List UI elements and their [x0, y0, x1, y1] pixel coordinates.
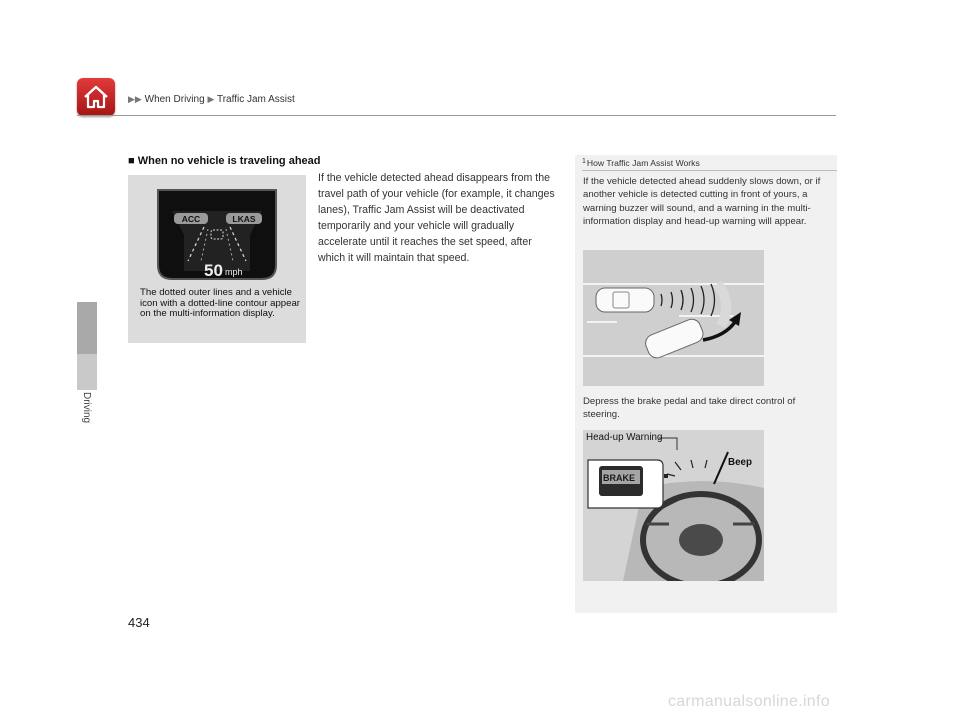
speed-unit: mph — [225, 267, 243, 277]
home-icon — [77, 78, 115, 116]
breadcrumb-item[interactable]: Traffic Jam Assist — [216, 94, 295, 105]
notes-divider — [582, 170, 837, 171]
cut-in-warning-figure — [583, 250, 764, 386]
body-paragraph: If the vehicle detected ahead disappears from the travel path of your vehicle (for example, it changes lanes), Traffic Jam Assist will be deactivated temporarily and your vehicle will gradually accelerate until it reaches the set speed, after which it will maintain that speed. — [318, 172, 555, 264]
lkas-label: LKAS — [232, 214, 256, 224]
header-divider — [77, 115, 836, 116]
page-number: 434 — [128, 615, 150, 630]
section-heading: ■ When no vehicle is traveling ahead — [128, 155, 321, 167]
chapter-tab-marker — [77, 354, 97, 390]
chevron-right-icon: ▶▶ — [128, 94, 142, 104]
speed-value: 50 — [204, 261, 223, 280]
breadcrumb — [128, 94, 295, 105]
chevron-right-icon: ▶ — [207, 94, 215, 104]
square-bullet-icon: ■ — [128, 155, 135, 167]
brake-warning-label: BRAKE — [603, 473, 636, 483]
home-button[interactable] — [77, 78, 115, 116]
chapter-tab-marker — [77, 302, 97, 354]
notes-paragraph: If the vehicle detected ahead suddenly slows down, or if another vehicle is detected cutting in front of yours, a warning buzzer will sound, and a warning in the multi-information display and head-up warning will appear. — [583, 176, 821, 228]
reference-number: 1 — [582, 158, 586, 165]
notes-title: $^1$How Traffic Jam Assist Works — [582, 158, 700, 168]
watermark: carmanualsonline.info — [668, 693, 830, 710]
notes-paragraph: Depress the brake pedal and take direct control of steering. — [583, 396, 796, 421]
head-up-warning-label: Head-up Warning — [586, 432, 663, 443]
breadcrumb-item[interactable]: When Driving — [144, 94, 205, 105]
head-up-warning-figure — [583, 430, 764, 581]
figure-caption: The dotted outer lines and a vehicle icon with a dotted-line contour appear on the multi-information display. — [140, 287, 300, 319]
beep-label: Beep — [728, 457, 752, 468]
chapter-tab-label[interactable]: Driving — [81, 392, 92, 424]
acc-label: ACC — [181, 214, 201, 224]
